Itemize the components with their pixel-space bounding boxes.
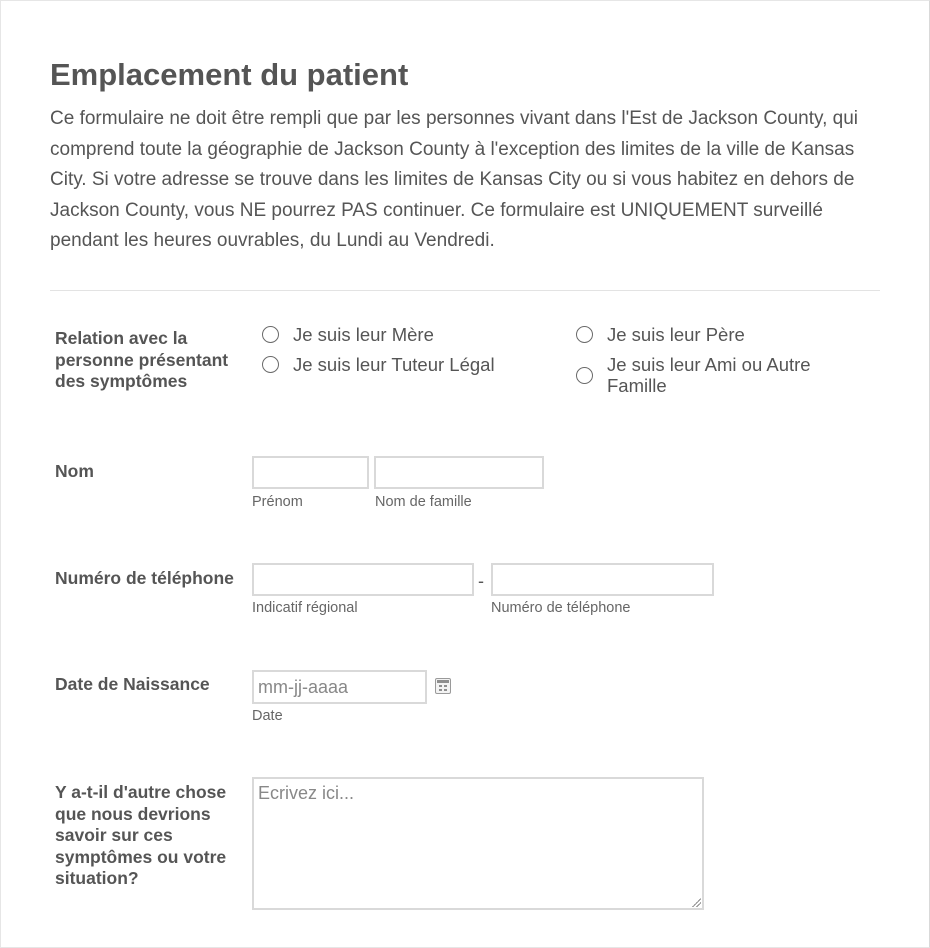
divider xyxy=(50,290,880,291)
area-code-sublabel: Indicatif régional xyxy=(252,600,358,616)
first-name-sublabel: Prénom xyxy=(252,494,303,510)
resize-grip-icon[interactable] xyxy=(691,897,701,907)
first-name-input[interactable] xyxy=(252,456,369,489)
radio-circle-icon[interactable] xyxy=(576,326,593,343)
phone-label: Numéro de téléphone xyxy=(55,568,234,588)
notes-label: Y a-t-il d'autre chose que nous devrions savoir sur ces symptômes ou votre situation? xyxy=(55,782,227,888)
notes-textarea[interactable] xyxy=(252,777,704,910)
birthdate-sublabel: Date xyxy=(252,708,283,724)
radio-option-father[interactable] xyxy=(576,324,847,345)
relation-label: Relation avec la personne présentant des symptômes xyxy=(55,328,229,391)
calendar-icon[interactable] xyxy=(435,678,451,694)
birthdate-input[interactable]: mm-jj-aaaa xyxy=(252,670,427,704)
radio-option-guardian[interactable] xyxy=(262,354,533,375)
form-header xyxy=(50,56,880,257)
phone-number-input[interactable] xyxy=(491,563,714,596)
name-label: Nom xyxy=(55,461,94,481)
last-name-input[interactable] xyxy=(374,456,544,489)
radio-circle-icon[interactable] xyxy=(262,356,279,373)
form-description: Ce formulaire ne doit être rempli que par les personnes vivant dans l'Est de Jackson County, qui comprend toute la géographie de Jackson County à l'exception des limites de la ville de Kansas City. Si votre adresse se trouve dans les limites de Kansas City ou si vous habitez en dehors de Jackson County, vous NE pourrez PAS continuer. Ce formulaire est UNIQUEMENT surveillé pendant les heures ouvrables, du Lundi au Vendredi. xyxy=(50,108,859,251)
radio-option-mother[interactable] xyxy=(262,324,533,345)
radio-label: Je suis leur Ami ou Autre Famille xyxy=(607,354,811,396)
radio-label: Je suis leur Tuteur Légal xyxy=(293,354,495,375)
radio-circle-icon[interactable] xyxy=(576,367,593,384)
radio-label: Je suis leur Mère xyxy=(293,324,434,345)
birthdate-label: Date de Naissance xyxy=(55,674,210,694)
page-title: Emplacement du patient xyxy=(50,57,409,92)
last-name-sublabel: Nom de famille xyxy=(375,494,472,510)
radio-label: Je suis leur Père xyxy=(607,324,745,345)
radio-circle-icon[interactable] xyxy=(262,326,279,343)
phone-separator: - xyxy=(478,571,484,591)
radio-option-friend-family[interactable] xyxy=(576,354,837,396)
phone-number-sublabel: Numéro de téléphone xyxy=(491,600,631,616)
notes-placeholder: Ecrivez ici... xyxy=(258,783,355,803)
area-code-input[interactable] xyxy=(252,563,474,596)
